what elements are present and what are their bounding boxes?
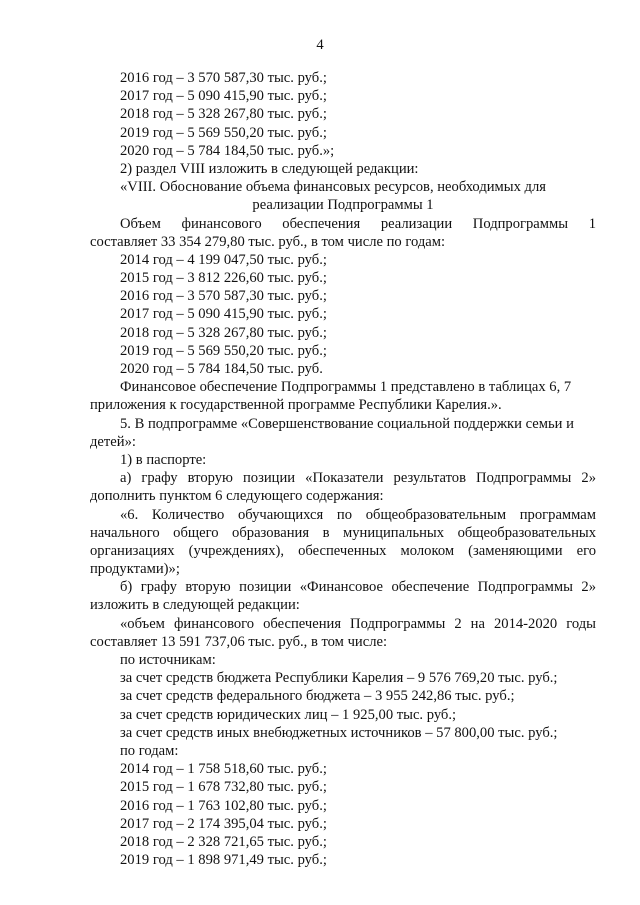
point-6-line-3: организациях (учреждениях), обеспеченных молоком (заменяющими его [90,542,596,559]
sources-list [90,669,596,742]
year-line: 2018 год – 2 328 721,65 тыс. руб.; [120,833,327,850]
year-line: 2016 год – 3 570 587,30 тыс. руб.; [120,288,327,305]
year-list-3 [90,760,596,869]
passport-item: 1) в паспорте: [120,451,207,468]
volume-line-2: составляет 33 354 279,80 тыс. руб., в том числе по годам: [90,233,446,250]
item-b-line-1: б) графу вторую позиции «Финансовое обеспечение Подпрограммы 2» [120,579,596,596]
volume-line-1: Объем финансового обеспечения реализации Подпрограммы 1 [120,215,596,232]
financing-line-1: Финансовое обеспечение Подпрограммы 1 представлено в таблицах 6, 7 [120,379,572,396]
source-line: за счет средств бюджета Республики Карелия – 9 576 769,20 тыс. руб.; [120,670,558,687]
page-content [90,69,596,869]
year-line: 2016 год – 3 570 587,30 тыс. руб.; [120,70,327,86]
year-line: 2019 год – 5 569 550,20 тыс. руб.; [120,124,327,141]
year-line: 2020 год – 5 784 184,50 тыс. руб. [120,361,323,377]
year-line: 2019 год – 5 569 550,20 тыс. руб.; [120,342,327,359]
year-line: 2017 год – 5 090 415,90 тыс. руб.; [120,306,327,323]
item-a-line-2: дополнить пунктом 6 следующего содержания: [90,488,384,505]
source-line: за счет средств федерального бюджета – 3 955 242,86 тыс. руб.; [120,688,515,705]
year-line: 2018 год – 5 328 267,80 тыс. руб.; [120,106,327,123]
paragraph-5-line-1: 5. В подпрограмме «Совершенствование социальной поддержки семьи и [120,415,574,432]
item-2: 2) раздел VIII изложить в следующей редакции: [120,160,419,177]
year-line: 2015 год – 1 678 732,80 тыс. руб.; [120,779,327,796]
sources-heading: по источникам: [120,652,216,668]
item-a-line-1: а) графу вторую позиции «Показатели результатов Подпрограммы 2» [120,470,596,487]
years-heading: по годам: [120,742,179,759]
item-b-line-2: изложить в следующей редакции: [90,597,300,614]
year-list-1 [90,69,596,160]
year-line: 2017 год – 2 174 395,04 тыс. руб.; [120,815,327,832]
year-line: 2016 год – 1 763 102,80 тыс. руб.; [120,797,327,814]
financing-line-2: приложения к государственной программе Республики Карелия.». [90,397,502,414]
source-line: за счет средств иных внебюджетных источников – 57 800,00 тыс. руб.; [120,724,558,741]
section-title-line-2: реализации Подпрограммы 1 [252,197,434,214]
year-line: 2019 год – 1 898 971,49 тыс. руб.; [120,852,327,869]
section-title-line-1: «VIII. Обоснование объема финансовых ресурсов, необходимых для [120,179,546,196]
year-line: 2014 год – 1 758 518,60 тыс. руб.; [120,761,327,778]
volume-2-line-2: составляет 13 591 737,06 тыс. руб., в том числе: [90,633,388,650]
point-6-line-1: «6. Количество обучающихся по общеобразовательным программам [120,506,596,523]
point-6-line-4: продуктами)»; [90,561,180,578]
source-line: за счет средств юридических лиц – 1 925,00 тыс. руб.; [120,706,457,723]
year-line: 2014 год – 4 199 047,50 тыс. руб.; [120,251,327,268]
paragraph-5-line-2: детей»: [90,433,136,450]
year-line: 2017 год – 5 090 415,90 тыс. руб.; [120,88,327,105]
volume-2-line-1: «объем финансового обеспечения Подпрограммы 2 на 2014-2020 годы [120,615,596,632]
year-line: 2015 год – 3 812 226,60 тыс. руб.; [120,270,327,287]
year-line: 2018 год – 5 328 267,80 тыс. руб.; [120,324,327,341]
year-line: 2020 год – 5 784 184,50 тыс. руб.»; [120,142,335,159]
point-6-line-2: начального общего образования в муниципальных общеобразовательных [90,524,596,541]
year-list-2 [90,251,596,378]
page-number: 4 [316,37,324,53]
